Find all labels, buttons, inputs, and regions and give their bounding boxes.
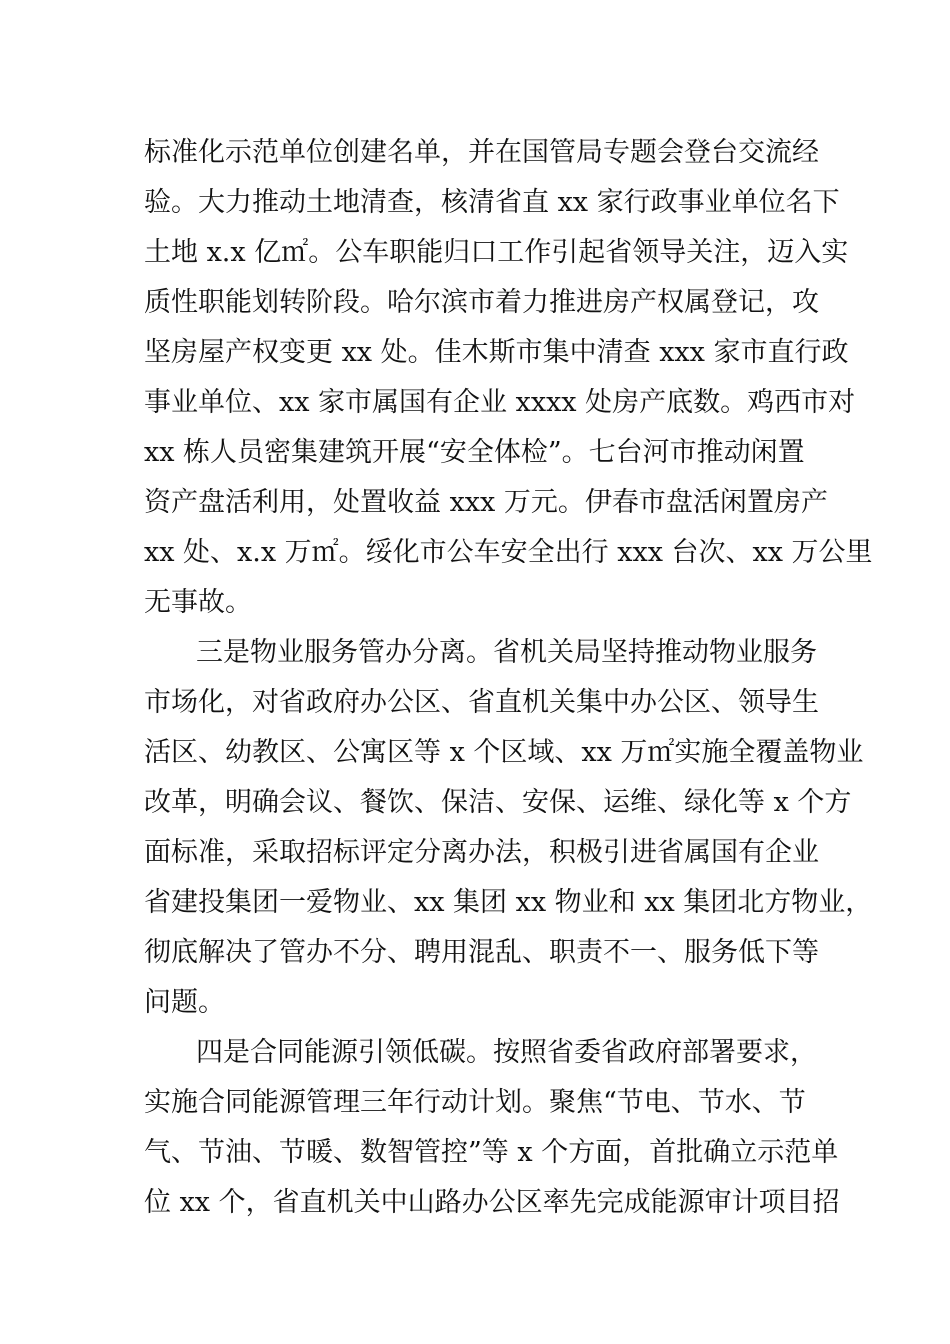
text-line: 资产盘活利用，处置收益 xxx 万元。伊春市盘活闲置房产	[144, 487, 828, 518]
text-line: 三是物业服务管办分离。省机关局坚持推动物业服务	[196, 637, 817, 668]
paragraph-2	[144, 628, 873, 1028]
text-line: 改革，明确会议、餐饮、保洁、安保、运维、绿化等 x 个方	[144, 787, 852, 818]
paragraph-1	[144, 128, 873, 628]
text-line: 市场化，对省政府办公区、省直机关集中办公区、领导生	[144, 687, 819, 718]
text-line: 四是合同能源引领低碳。按照省委省政府部署要求，	[196, 1037, 817, 1068]
text-line: 土地 x.x 亿㎡。公车职能归口工作引起省领导关注，迈入实	[144, 237, 849, 268]
text-line: 坚房屋产权变更 xx 处。佳木斯市集中清查 xxx 家市直行政	[144, 337, 849, 368]
text-line: 问题。	[144, 987, 225, 1018]
text-line: 省建投集团一爱物业、xx 集团 xx 物业和 xx 集团北方物业，	[144, 887, 873, 918]
text-line: 实施合同能源管理三年行动计划。聚焦“节电、节水、节	[144, 1087, 806, 1118]
document-body	[144, 128, 873, 1228]
text-line: xx 处、x.x 万㎡。绥化市公车安全出行 xxx 台次、xx 万公里	[144, 537, 873, 568]
text-line: 验。大力推动土地清查，核清省直 xx 家行政事业单位名下	[144, 187, 840, 218]
text-line: 位 xx 个，省直机关中山路办公区率先完成能源审计项目招	[144, 1187, 840, 1218]
text-line: 气、节油、节暖、数智管控”等 x 个方面，首批确立示范单	[144, 1137, 839, 1168]
text-line: 标准化示范单位创建名单，并在国管局专题会登台交流经	[144, 137, 819, 168]
text-line: 活区、幼教区、公寓区等 x 个区域、xx 万㎡实施全覆盖物业	[144, 737, 864, 768]
paragraph-3	[144, 1028, 840, 1228]
text-line: 事业单位、xx 家市属国有企业 xxxx 处房产底数。鸡西市对	[144, 387, 856, 418]
text-line: 彻底解决了管办不分、聘用混乱、职责不一、服务低下等	[144, 937, 819, 968]
text-line: xx 栋人员密集建筑开展“安全体检”。七台河市推动闲置	[144, 437, 805, 468]
text-line: 无事故。	[144, 587, 252, 618]
text-line: 质性职能划转阶段。哈尔滨市着力推进房产权属登记，攻	[144, 287, 819, 318]
text-line: 面标准，采取招标评定分离办法，积极引进省属国有企业	[144, 837, 819, 868]
